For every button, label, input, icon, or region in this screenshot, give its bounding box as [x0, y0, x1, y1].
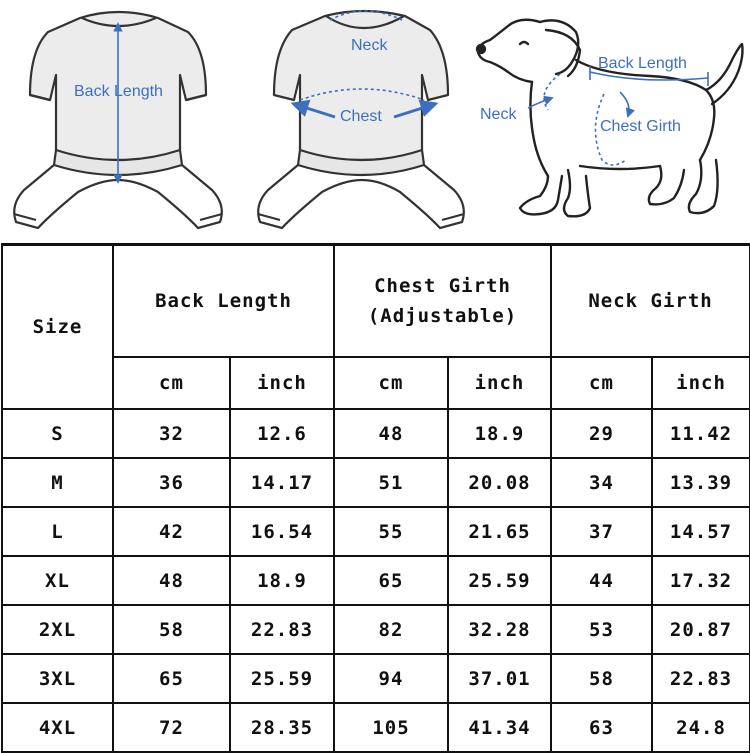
value-cell: 32.28	[448, 605, 551, 654]
value-cell: 22.83	[652, 654, 750, 703]
unit-header-neck-inch: inch	[652, 357, 750, 409]
value-cell: 29	[551, 409, 652, 458]
value-cell: 48	[334, 409, 448, 458]
unit-header-chest-cm: cm	[334, 357, 448, 409]
chest-girth-header: Chest Girth (Adjustable)	[334, 245, 551, 358]
table-row	[2, 605, 750, 654]
value-cell: 41.34	[448, 703, 551, 752]
table-row	[2, 556, 750, 605]
value-cell: 32	[113, 409, 230, 458]
value-cell: 18.9	[448, 409, 551, 458]
dog-neck-curve	[544, 74, 560, 110]
value-cell: 25.59	[230, 654, 334, 703]
value-cell: 24.8	[652, 703, 750, 752]
value-cell: 37.01	[448, 654, 551, 703]
size-cell: 2XL	[2, 605, 113, 654]
value-cell: 53	[551, 605, 652, 654]
value-cell: 37	[551, 507, 652, 556]
value-cell: 55	[334, 507, 448, 556]
value-cell: 36	[113, 458, 230, 507]
value-cell: 65	[334, 556, 448, 605]
header-row-groups	[2, 245, 750, 358]
sweater-back-length-label: Back Length	[74, 83, 163, 100]
value-cell: 82	[334, 605, 448, 654]
table-row	[2, 654, 750, 703]
value-cell: 72	[113, 703, 230, 752]
sweater-chest-label: Chest	[340, 108, 382, 125]
table-row	[2, 409, 750, 458]
value-cell: 21.65	[448, 507, 551, 556]
table-row	[2, 458, 750, 507]
back-length-header: Back Length	[113, 245, 334, 358]
value-cell: 48	[113, 556, 230, 605]
value-cell: 18.9	[230, 556, 334, 605]
unit-header-neck-cm: cm	[551, 357, 652, 409]
value-cell: 58	[113, 605, 230, 654]
value-cell: 28.35	[230, 703, 334, 752]
size-cell: L	[2, 507, 113, 556]
value-cell: 65	[113, 654, 230, 703]
unit-header-chest-inch: inch	[448, 357, 551, 409]
value-cell: 42	[113, 507, 230, 556]
size-cell: 4XL	[2, 703, 113, 752]
unit-header-back-cm: cm	[113, 357, 230, 409]
value-cell: 34	[551, 458, 652, 507]
value-cell: 13.39	[652, 458, 750, 507]
value-cell: 17.32	[652, 556, 750, 605]
neck-girth-header: Neck Girth	[551, 245, 750, 358]
table-row	[2, 507, 750, 556]
value-cell: 58	[551, 654, 652, 703]
measurement-illustration	[0, 0, 750, 243]
size-chart-table	[1, 243, 750, 753]
size-cell: M	[2, 458, 113, 507]
sweater-neck-label: Neck	[351, 37, 388, 54]
size-header: Size	[2, 245, 113, 410]
value-cell: 25.59	[448, 556, 551, 605]
value-cell: 44	[551, 556, 652, 605]
size-cell: S	[2, 409, 113, 458]
dog-neck-label: Neck	[480, 106, 517, 123]
value-cell: 11.42	[652, 409, 750, 458]
value-cell: 14.17	[230, 458, 334, 507]
header-row-units	[2, 357, 750, 409]
value-cell: 51	[334, 458, 448, 507]
size-cell: XL	[2, 556, 113, 605]
value-cell: 63	[551, 703, 652, 752]
value-cell: 20.87	[652, 605, 750, 654]
value-cell: 20.08	[448, 458, 551, 507]
size-cell: 3XL	[2, 654, 113, 703]
dog-chest-girth-label: Chest Girth	[600, 118, 681, 135]
unit-header-back-inch: inch	[230, 357, 334, 409]
value-cell: 105	[334, 703, 448, 752]
measurement-diagram	[0, 0, 750, 243]
value-cell: 12.6	[230, 409, 334, 458]
table-row	[2, 703, 750, 752]
value-cell: 14.57	[652, 507, 750, 556]
value-cell: 22.83	[230, 605, 334, 654]
value-cell: 16.54	[230, 507, 334, 556]
dog-back-length-label: Back Length	[598, 55, 687, 72]
value-cell: 94	[334, 654, 448, 703]
